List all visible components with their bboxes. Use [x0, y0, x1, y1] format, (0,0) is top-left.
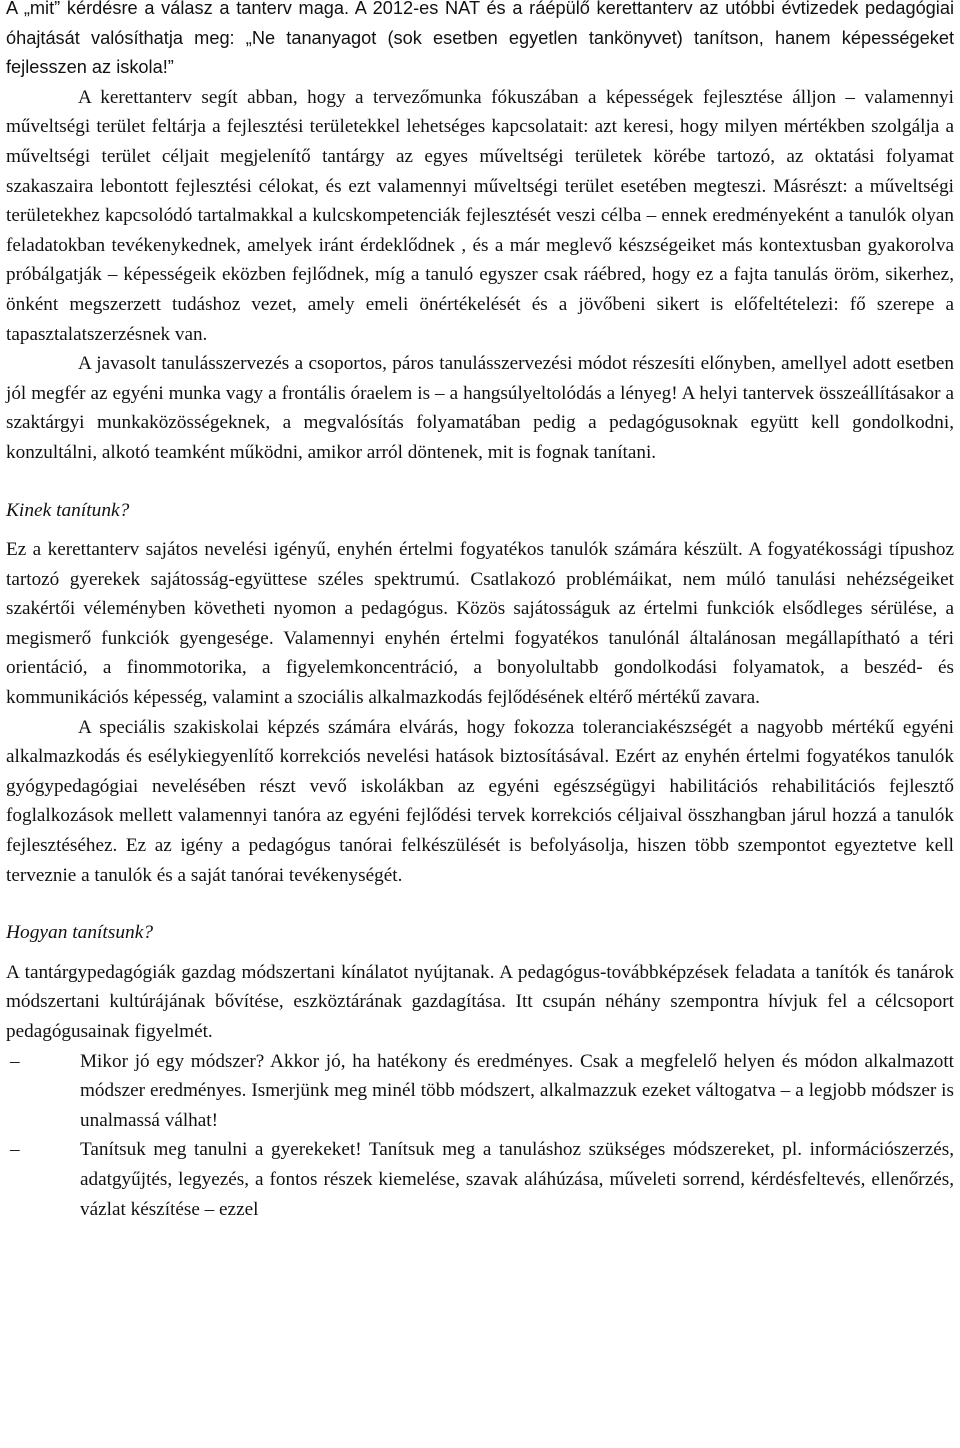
paragraph-tanulasszervezes: A javasolt tanulásszervezés a csoportos, páros tanulásszervezési módot részesíti előnyben, amellyel adott esetben jól megfér az egyéni munka vagy a frontális óraelem is – a hangsúlyeltolódás a lényeg! A helyi tantervek összeállításakor a szaktárgyi munkaközösségeknek, a megvalósítás folyamatában pedig a pedagógusoknak együtt kell gondolkodni, konzultálni, alkotó teamként működni, amikor arról döntenek, mit is fognak tanítani. [6, 353, 954, 463]
paragraph-celcsoport: Ez a kerettanterv sajátos nevelési igényű, enyhén értelmi fogyatékos tanulók számára készült. A fogyatékossági típushoz tartozó gyerekek sajátosság-együttese széles spektrumú. Csatlakozó problémáikat, nem múló tanulási nehézségeiket szakértői véleményben követheti nyomon a pedagógus. Közös sajátosságuk az értelmi funkciók elsődleges sérülése, a megismerő funkciók gyengesége. Valamennyi enyhén értelmi fogyatékos tanulónál általánosan megállapítható a téri orientáció, a finommotorika, a figyelemkoncentráció, a bonyolultabb gondolkodási folyamatok, a beszéd- és kommunikációs képesség, valamint a szociális alkalmazkodás fejlődésének eltérő mértékű zavara. [6, 539, 954, 709]
paragraph-modszertan: A tantárgypedagógiák gazdag módszertani kínálatot nyújtanak. A pedagógus-továbbképzések feladata a tanítók és tanárok módszertani kultúrájának bővítése, eszköztárának gazdagítása. Itt csupán néhány szempontra hívjuk fel a célcsoport pedagógusainak figyelmét. [6, 961, 954, 1042]
paragraph-szakiskola: A speciális szakiskolai képzés számára elvárás, hogy fokozza toleranciakészségét a nagyobb mértékű egyéni alkalmazkodás és esélykiegyenlítő korrekciós nevelési hatások biztosításával. Ezért az enyhén értelmi fogyatékos tanulók gyógypedagógiai nevelésében részt vevő iskolákban az egyéni egészségügyi habilitációs rehabilitációs fejlesztő foglalkozások mellett valamennyi tanóra az egyéni fejlődési tervek korrekciós céljaival összhangban járul hozzá a tanulók fejlesztéséhez. Ez az igény a pedagógus tanórai felkészülését is befolyásolja, hiszen több szempontot egyeztetve kell terveznie a tanulók és a saját tanórai tevékenységét. [6, 716, 954, 886]
dash-bullet: – [10, 1050, 20, 1072]
list-item [6, 1135, 954, 1224]
list-item-text: Mikor jó egy módszer? Akkor jó, ha hatékony és eredményes. Csak a megfelelő helyen és módon alkalmazott módszer eredményes. Ismerjünk meg minél több módszert, alkalmazzuk ezeket váltogatva – a legjobb módszer is unalmassá válhat! [80, 1050, 954, 1131]
paragraph-kerettanterv-part2: Másrészt: a műveltségi területekhez kapcsolódó tartalmakkal a kulcskompetenciák fejlesztését veszi célba – ennek eredményeként a tanulók olyan feladatokban tevékenykednek, amelyek iránt érdeklődnek , és a már meglevő készségeiket más kontextusban gyakorolva próbálgatják – képességeik eközben fejlődnek, míg a tanuló egyszer csak ráébred, hogy ez a fajta tanulás öröm, sikerhez, önként megszerzett tudáshoz vezet, amely emeli önértékelését és a jövőbeni sikert is előfeltételezi: fő szerepe a tapasztalatszerzésnek van. [6, 175, 955, 345]
section-heading-hogyan: Hogyan tanítsunk? [6, 922, 154, 944]
dash-bullet: – [10, 1139, 20, 1161]
list-item-text: Tanítsuk meg tanulni a gyerekeket! Tanítsuk meg a tanuláshoz szükséges módszereket, pl. információszerzés, adatgyűjtés, legyezés, a fontos részek kiemelése, szavak aláhúzása, műveleti sorrend, kérdésfeltevés, ellenőrzés, vázlat készítése – ezzel [80, 1139, 954, 1220]
paragraph-kerettanterv [6, 83, 954, 349]
list-item [6, 1047, 954, 1136]
paragraph-kerettanterv-part1: A kerettanterv segít abban, hogy a tervezőmunka fókuszában a képességek fejlesztése álljon – valamennyi műveltségi terület feltárja a fejlesztési területekkel lehetséges kapcsolatait: azt keresi, hogy milyen mértékben szolgálja a műveltségi terület céljait megjelenítő tantárgy az egyes műveltségi területek körébe tartozó, az oktatási folyamat szakaszaira lebontott fejlesztési célokat, és ezt valamennyi műveltségi terület esetében megteszi. [6, 86, 954, 197]
section-heading-kinek: Kinek tanítunk? [6, 499, 130, 521]
spacer [6, 890, 954, 904]
method-list [6, 1047, 954, 1225]
paragraph-intro: A „mit” kérdésre a válasz a tanterv maga. A 2012-es NAT és a ráépülő kerettanterv az utóbbi évtizedek pedagógiai óhajtását valósíthatja meg: „Ne tananyagot (sok esetben egyetlen tankönyvet) tanítson, hanem képességeket fejlesszen az iskola!” [6, 0, 954, 78]
spacer [6, 468, 954, 482]
